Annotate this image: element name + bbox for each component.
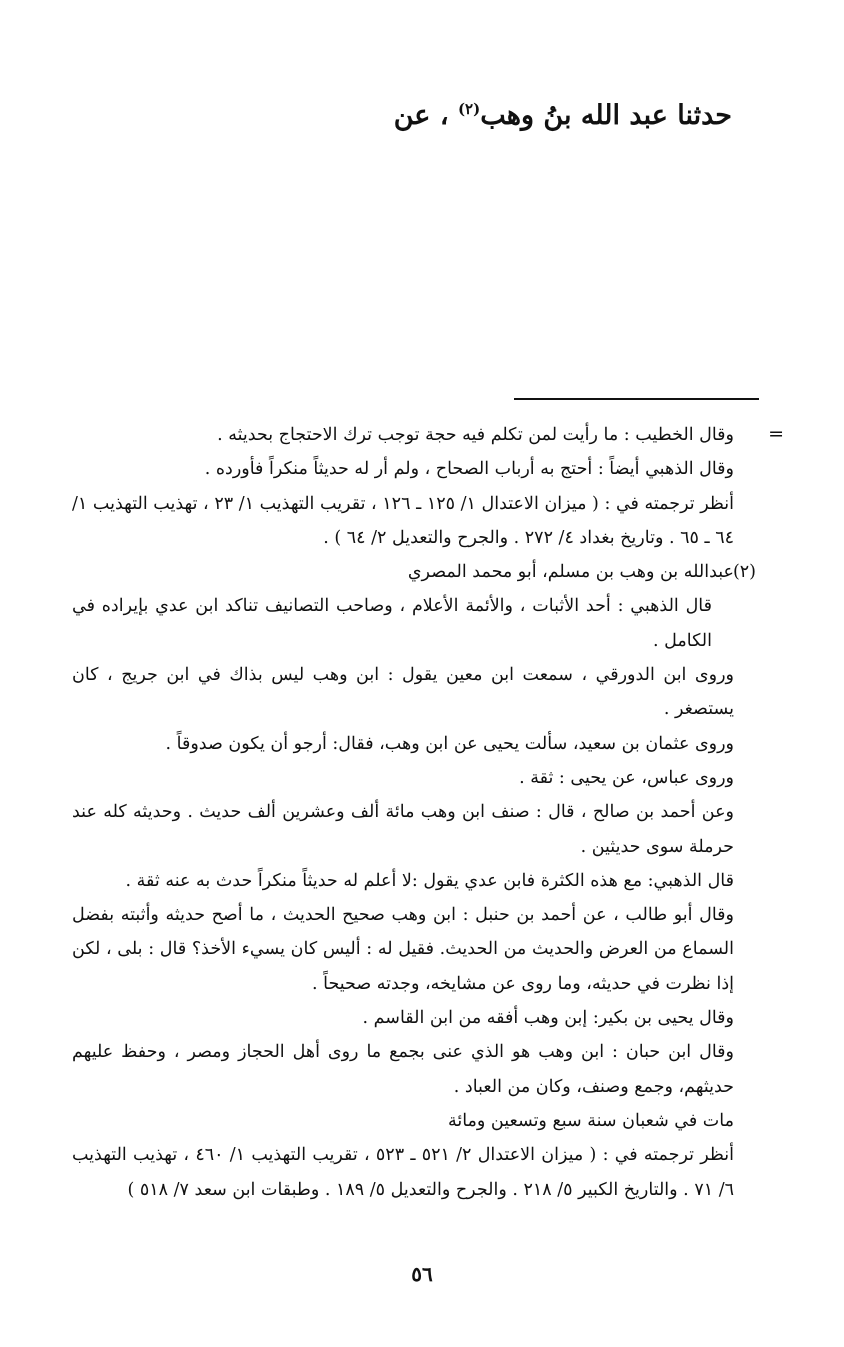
footnote-2-paragraph: قال الذهبي : أحد الأثبات ، والأئمة الأعلام ، وصاحب التصانيف تناكد ابن عدي بإيراده في الكامل . <box>72 596 712 651</box>
footnotes-section <box>72 418 756 1207</box>
continuation-mark: = <box>768 423 784 445</box>
footnote-2-paragraph: أنظر ترجمته في : ( ميزان الاعتدال ٢/ ٥٢١ ـ ٥٢٣ ، تقريب التهذيب ١/ ٤٦٠ ، تهذيب التهذيب ٦/ ٧١ . والتاريخ الكبير ٥/ ٢١٨ . والجرح والتعديل ٥/ ١٨٩ . وطبقات ابن سعد ٧/ ٥١٨ ) <box>72 1145 734 1200</box>
footnote-ref-2[interactable]: (٢) <box>457 100 481 118</box>
footnote-2-number: (٢) <box>732 562 756 583</box>
footnote-2-paragraph: مات في شعبان سنة سبع وتسعين ومائة <box>447 1110 734 1131</box>
footnote-2-paragraph: وقال ابن حبان : ابن وهب هو الذي عنى بجمع ما روى أهل الحجاز ومصر ، وحفظ عليهم حديثهم، وجمع وصنف، وكان من العباد . <box>72 1042 734 1097</box>
footnote-2-paragraph: وروى ابن الدورقي ، سمعت ابن معين يقول : ابن وهب ليس بذاك في ابن جريج ، كان يستصغر . <box>72 665 734 720</box>
main-text-before: حدثنا عبد الله بنُ وهب <box>480 100 732 131</box>
main-text-line <box>132 100 732 131</box>
footnote-2-paragraph: وقال يحيى بن بكير: إبن وهب أفقه من ابن القاسم . <box>362 1008 734 1029</box>
footnote-2-paragraph: وروى عباس، عن يحيى : ثقة . <box>519 767 734 788</box>
footnote-2-paragraph: وروى عثمان بن سعيد، سألت يحيى عن ابن وهب، فقال: أرجو أن يكون صدوقاً . <box>165 733 734 754</box>
continued-note-line: وقال الخطيب : ما رأيت لمن تكلم فيه حجة توجب ترك الاحتجاج بحديثه . <box>217 425 734 445</box>
continued-note-line: وقال الذهبي أيضاً : أحتج به أرباب الصحاح ، ولم أر له حديثاً منكراً فأورده . <box>204 459 734 480</box>
footnote-separator <box>514 398 759 400</box>
footnote-2-paragraph: قال الذهبي: مع هذه الكثرة فابن عدي يقول :لا أعلم له حديثاً منكراً حدث به عنه ثقة . <box>125 870 734 891</box>
footnote-2-heading <box>72 555 756 589</box>
main-text-after: ، عن <box>393 100 458 131</box>
page-number: ٥٦ <box>411 1262 433 1286</box>
footnote-2-title: عبدالله بن وهب بن مسلم، أبو محمد المصري <box>407 562 734 583</box>
footnote-2-paragraph: وقال أبو طالب ، عن أحمد بن حنبل : ابن وهب صحيح الحديث ، ما أصح حديثه وأثبته بفضل السماع من العرض والحديث من الحديث. فقيل له : أليس كان يسيء الأخذ؟ قال : بلى ، لكن إذا نظرت في حديثه، وما روى عن مشايخه، وجدته صحيحاً . <box>72 905 734 994</box>
continued-note-line: أنظر ترجمته في : ( ميزان الاعتدال ١/ ١٢٥ ـ ١٢٦ ، تقريب التهذيب ١/ ٢٣ ، تهذيب التهذيب ١/ ٦٤ ـ ٦٥ . وتاريخ بغداد ٤/ ٢٧٢ . والجرح والتعديل ٢/ ٦٤ ) . <box>72 493 734 548</box>
footnote-2-paragraph: وعن أحمد بن صالح ، قال : صنف ابن وهب مائة ألف وعشرين ألف حديث . وحديثه كله عند حرملة سوى حديثين . <box>72 802 734 857</box>
